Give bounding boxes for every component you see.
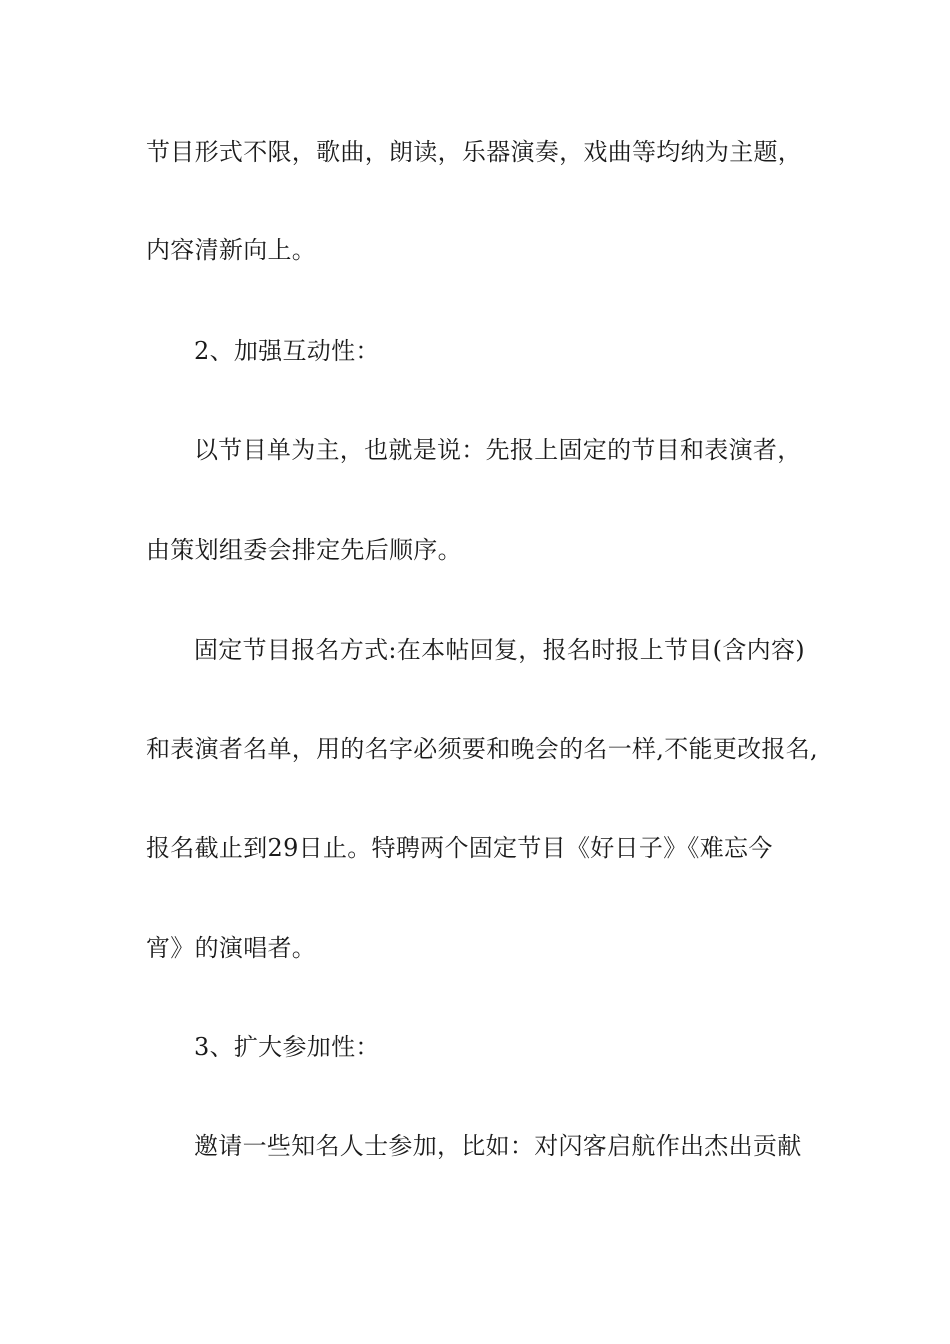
paragraph-line: 节目形式不限，歌曲，朗读，乐器演奏，戏曲等均纳为主题， [146,138,803,166]
paragraph-line: 邀请一些知名人士参加，比如：对闪客启航作出杰出贡献 [194,1132,802,1160]
paragraph-line: 报名截止到29日止。特聘两个固定节目《好日子》《难忘今 [146,834,773,862]
paragraph-line: 由策划组委会排定先后顺序。 [146,536,462,564]
paragraph-line: 宵》的演唱者。 [146,934,317,962]
section-heading: 3、扩大参加性： [194,1033,380,1061]
section-heading: 2、加强互动性： [194,337,380,365]
paragraph-line: 以节目单为主，也就是说：先报上固定的节目和表演者， [194,436,802,464]
paragraph-line: 固定节目报名方式:在本帖回复，报名时报上节目(含内容) [194,636,805,664]
paragraph-line: 内容清新向上。 [146,236,317,264]
paragraph-line: 和表演者名单，用的名字必须要和晚会的名一样,不能更改报名, [146,735,818,763]
